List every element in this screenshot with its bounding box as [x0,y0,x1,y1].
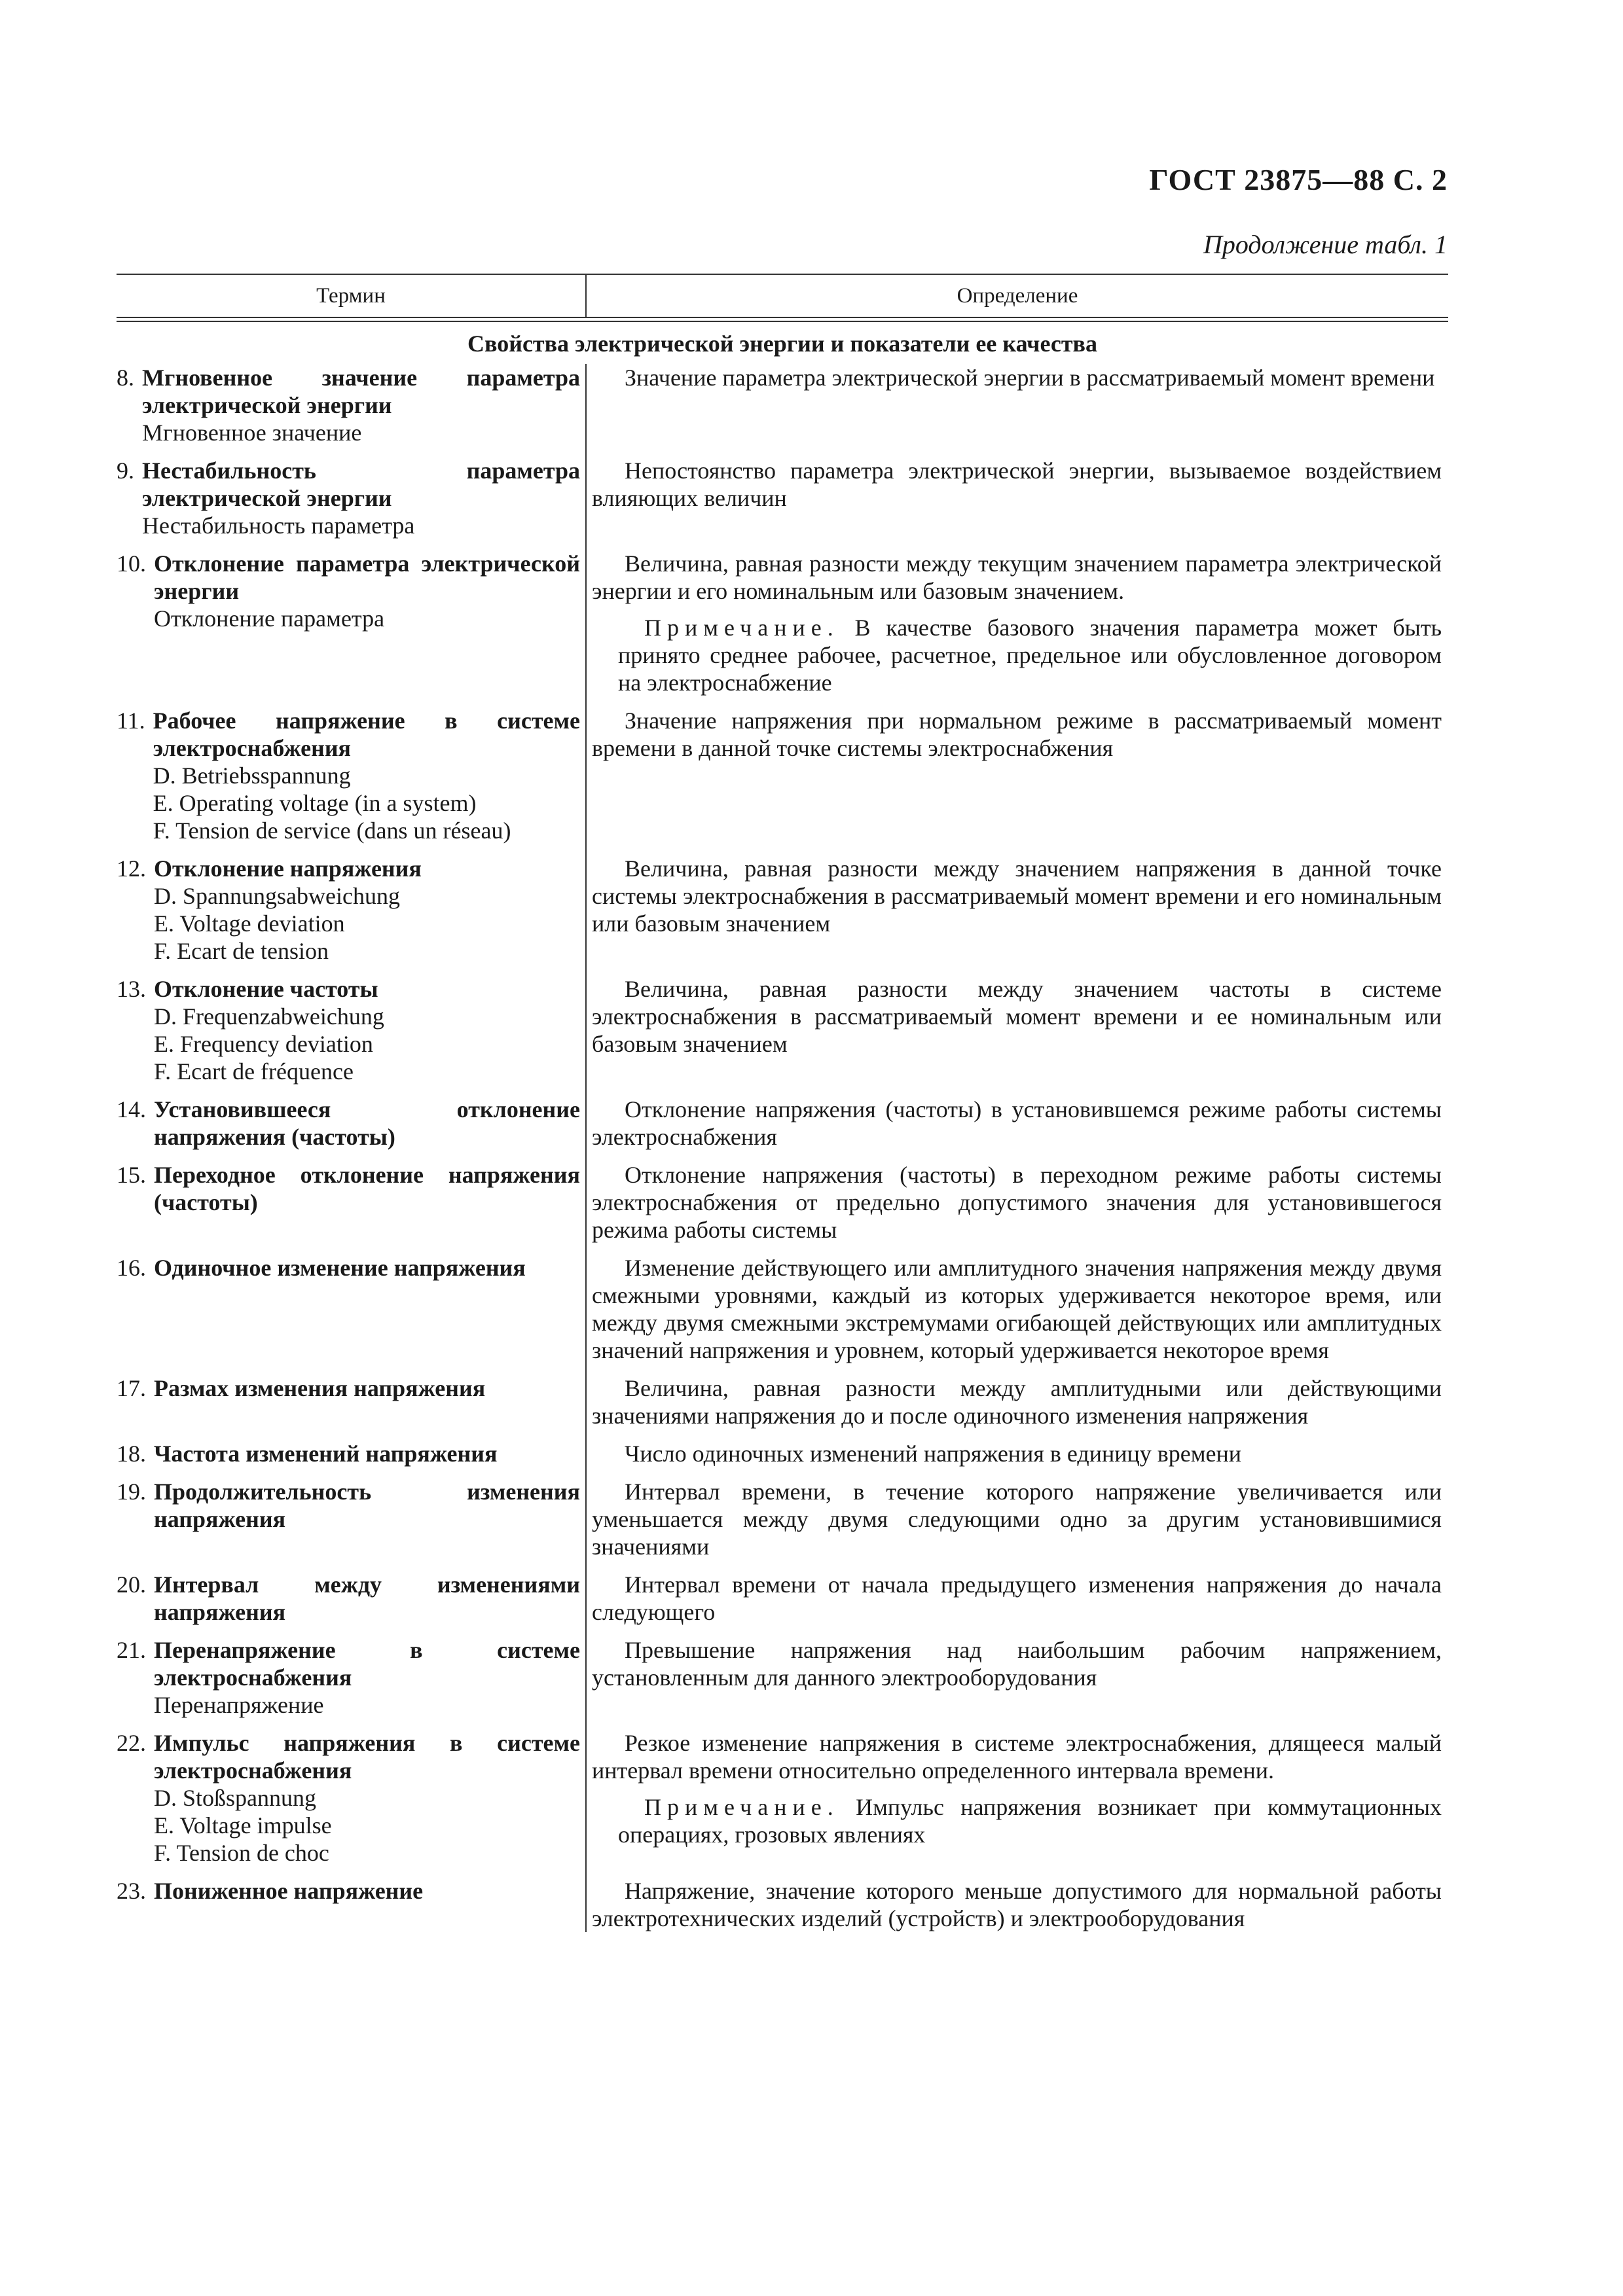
term-body [154,1636,580,1719]
term-synonym: Перенапряжение [154,1692,324,1718]
term-synonym: D. Frequenzabweichung [154,1003,384,1030]
table-row [117,1374,1448,1429]
definition-text: Отклонение напряжения (частоты) в переходном режиме работы системы электроснабжения от предельно допустимого значения для установившегося режима работы системы [592,1162,1442,1243]
definition-text: Резкое изменение напряжения в системе электроснабжения, длящееся малый интервал времени относительно определенного интервала времени. [592,1730,1442,1784]
term-title: Нестабильность параметра электрической энергии [142,457,580,511]
term-number: 21. [117,1637,146,1663]
term-number: 16. [117,1255,146,1281]
term-title: Пониженное напряжение [154,1878,424,1904]
table-row [117,1440,1448,1467]
term-cell [117,1161,585,1244]
note-label: Примечание. [644,615,839,641]
term-number: 22. [117,1730,146,1756]
term-synonym: F. Ecart de tension [154,938,329,964]
term-synonym: F. Tension de service (dans un réseau) [153,817,511,844]
definition-text: Величина, равная разности между амплитудными или действующими значениями напряжения до и после одиночного изменения напряжения [592,1375,1442,1429]
term-title: Перенапряжение в системе электроснабжения [154,1637,580,1691]
table-header-row [117,275,1448,317]
definition-text: Изменение действующего или амплитудного значения напряжения между двумя смежными уровнями, каждый из которых удерживается некоторое время, или между двумя смежными экстремумами огибающей действующих или амплитудных значений напряжения и уровнем, который удерживается некоторое время [592,1255,1442,1363]
terms-table [117,274,1448,1943]
definition-text: Интервал времени, в течение которого напряжение увеличивается или уменьшается между двумя следующими одно за другим установившимися значениями [592,1479,1442,1560]
term-body [154,1877,580,1932]
term-number: 20. [117,1571,146,1598]
term-title: Установившееся отклонение напряжения (частоты) [154,1096,580,1150]
document-header: ГОСТ 23875—88 С. 2 [1149,163,1448,196]
term-title: Мгновенное значение параметра электрической энергии [142,365,580,418]
term-body [142,364,580,446]
term-synonym: E. Voltage deviation [154,910,345,937]
definition-text: Превышение напряжения над наибольшим рабочим напряжением, установленным для данного электрооборудования [592,1637,1442,1691]
table-row [117,1571,1448,1626]
term-title: Импульс напряжения в системе электроснабжения [154,1730,580,1784]
table-header-rule [117,317,1448,322]
definition-text: Отклонение напряжения (частоты) в установившемся режиме работы системы электроснабжения [592,1096,1442,1150]
term-cell [117,975,585,1085]
term-body [154,975,580,1085]
term-title: Одиночное изменение напряжения [154,1255,526,1281]
term-title: Размах изменения напряжения [154,1375,486,1401]
term-number: 13. [117,976,146,1002]
definition-text: Интервал времени от начала предыдущего изменения напряжения до начала следующего [592,1571,1442,1625]
term-number: 19. [117,1479,146,1505]
definition-cell [585,1729,1448,1867]
definition-text: Величина, равная разности между значением частоты в системе электроснабжения в рассматриваемый момент времени и ее номинальным или базовым значением [592,976,1442,1057]
term-cell [117,1877,585,1932]
term-cell [117,1729,585,1867]
term-cell [117,1096,585,1151]
definition-cell [585,457,1448,539]
definition-text: Значение напряжения при нормальном режиме в рассматриваемый момент времени в данной точке системы электроснабжения [592,708,1442,761]
term-number: 14. [117,1096,146,1122]
term-title: Переходное отклонение напряжения (частоты) [154,1162,580,1215]
section-heading: Свойства электрической энергии и показатели ее качества [467,331,1097,357]
column-header-definition: Определение [957,283,1078,308]
term-cell [117,457,585,539]
term-body [154,1254,580,1364]
term-number: 9. [117,457,134,484]
term-number: 15. [117,1162,146,1188]
table-continuation-label: Продолжение табл. 1 [1203,230,1448,259]
table-row [117,457,1448,539]
term-synonym: Мгновенное значение [142,420,362,446]
term-title: Рабочее напряжение в системе электроснабжения [153,708,580,761]
term-synonym: D. Betriebsspannung [153,762,351,789]
term-cell [117,855,585,965]
term-title: Продолжительность изменения напряжения [154,1479,580,1532]
table-row [117,1096,1448,1151]
definition-cell [585,855,1448,965]
term-body [154,1571,580,1626]
term-synonym: E. Operating voltage (in a system) [153,790,477,816]
term-synonym: E. Voltage impulse [154,1812,332,1839]
definition-cell [585,1254,1448,1364]
term-body [154,855,580,965]
table-row [117,1478,1448,1560]
definition-text: Величина, равная разности между текущим значением параметра электрической энергии и его номинальным или базовым значением. [592,550,1442,604]
term-body [154,550,580,696]
term-synonym: D. Spannungsabweichung [154,883,400,909]
definition-cell [585,1636,1448,1719]
term-body [154,1096,580,1151]
table-row [117,975,1448,1085]
term-cell [117,1636,585,1719]
definition-cell [585,1374,1448,1429]
term-cell [117,1440,585,1467]
term-synonym: E. Frequency deviation [154,1031,373,1057]
term-synonym: Нестабильность параметра [142,512,415,539]
term-title: Интервал между изменениями напряжения [154,1571,580,1625]
definition-note [592,614,1442,696]
term-cell [117,1254,585,1364]
definition-cell [585,707,1448,844]
term-number: 8. [117,365,134,391]
table-row [117,707,1448,844]
term-body [154,1161,580,1244]
table-row [117,1254,1448,1364]
definition-text: Величина, равная разности между значением напряжения в данной точке системы электроснабжения в рассматриваемый момент времени и его номинальным или базовым значением [592,855,1442,937]
term-number: 12. [117,855,146,882]
definition-cell [585,1877,1448,1932]
definition-text: Напряжение, значение которого меньше допустимого для нормальной работы электротехнических изделий (устройств) и электрооборудования [592,1878,1442,1931]
definition-cell [585,550,1448,696]
definition-text: Значение параметра электрической энергии в рассматриваемый момент времени [625,365,1435,391]
term-body [154,1440,580,1467]
term-number: 17. [117,1375,146,1401]
term-body [142,457,580,539]
note-text: В качестве базового значения параметра может быть принято среднее рабочее, расчетное, предельное или обусловленное договором на электроснабжение [618,615,1442,696]
term-cell [117,707,585,844]
definition-cell [585,1096,1448,1151]
table-row [117,1161,1448,1244]
term-body [154,1478,580,1560]
term-number: 10. [117,550,146,577]
definition-text: Число одиночных изменений напряжения в единицу времени [625,1441,1242,1467]
table-row [117,550,1448,696]
definition-text: Непостоянство параметра электрической энергии, вызываемое воздействием влияющих величин [592,457,1442,511]
term-cell [117,364,585,446]
note-text: Импульс напряжения возникает при коммутационных операциях, грозовых явлениях [618,1794,1442,1848]
term-body [154,1729,580,1867]
table-row [117,855,1448,965]
term-cell [117,1478,585,1560]
term-synonym: D. Stoßspannung [154,1785,317,1811]
table-row [117,364,1448,446]
term-cell [117,550,585,696]
definition-cell [585,1440,1448,1467]
term-title: Отклонение напряжения [154,855,422,882]
definition-cell [585,1571,1448,1626]
term-body [153,707,580,844]
definition-cell [585,1478,1448,1560]
term-number: 18. [117,1441,146,1467]
term-number: 23. [117,1878,146,1904]
term-synonym: F. Tension de choc [154,1840,329,1866]
definition-note [592,1793,1442,1848]
column-header-term: Термин [117,275,587,317]
term-number: 11. [117,708,145,734]
definition-cell [585,1161,1448,1244]
table-row [117,1729,1448,1867]
table-body [117,364,1448,1932]
term-title: Отклонение частоты [154,976,378,1002]
term-title: Частота изменений напряжения [154,1441,498,1467]
term-synonym: F. Ecart de fréquence [154,1058,354,1085]
definition-cell [585,364,1448,446]
table-row [117,1636,1448,1719]
term-synonym: Отклонение параметра [154,605,385,632]
term-cell [117,1374,585,1429]
definition-cell [585,975,1448,1085]
note-label: Примечание. [644,1794,839,1820]
term-cell [117,1571,585,1626]
table-row [117,1877,1448,1932]
term-title: Отклонение параметра электрической энергии [154,550,580,604]
term-body [154,1374,580,1429]
